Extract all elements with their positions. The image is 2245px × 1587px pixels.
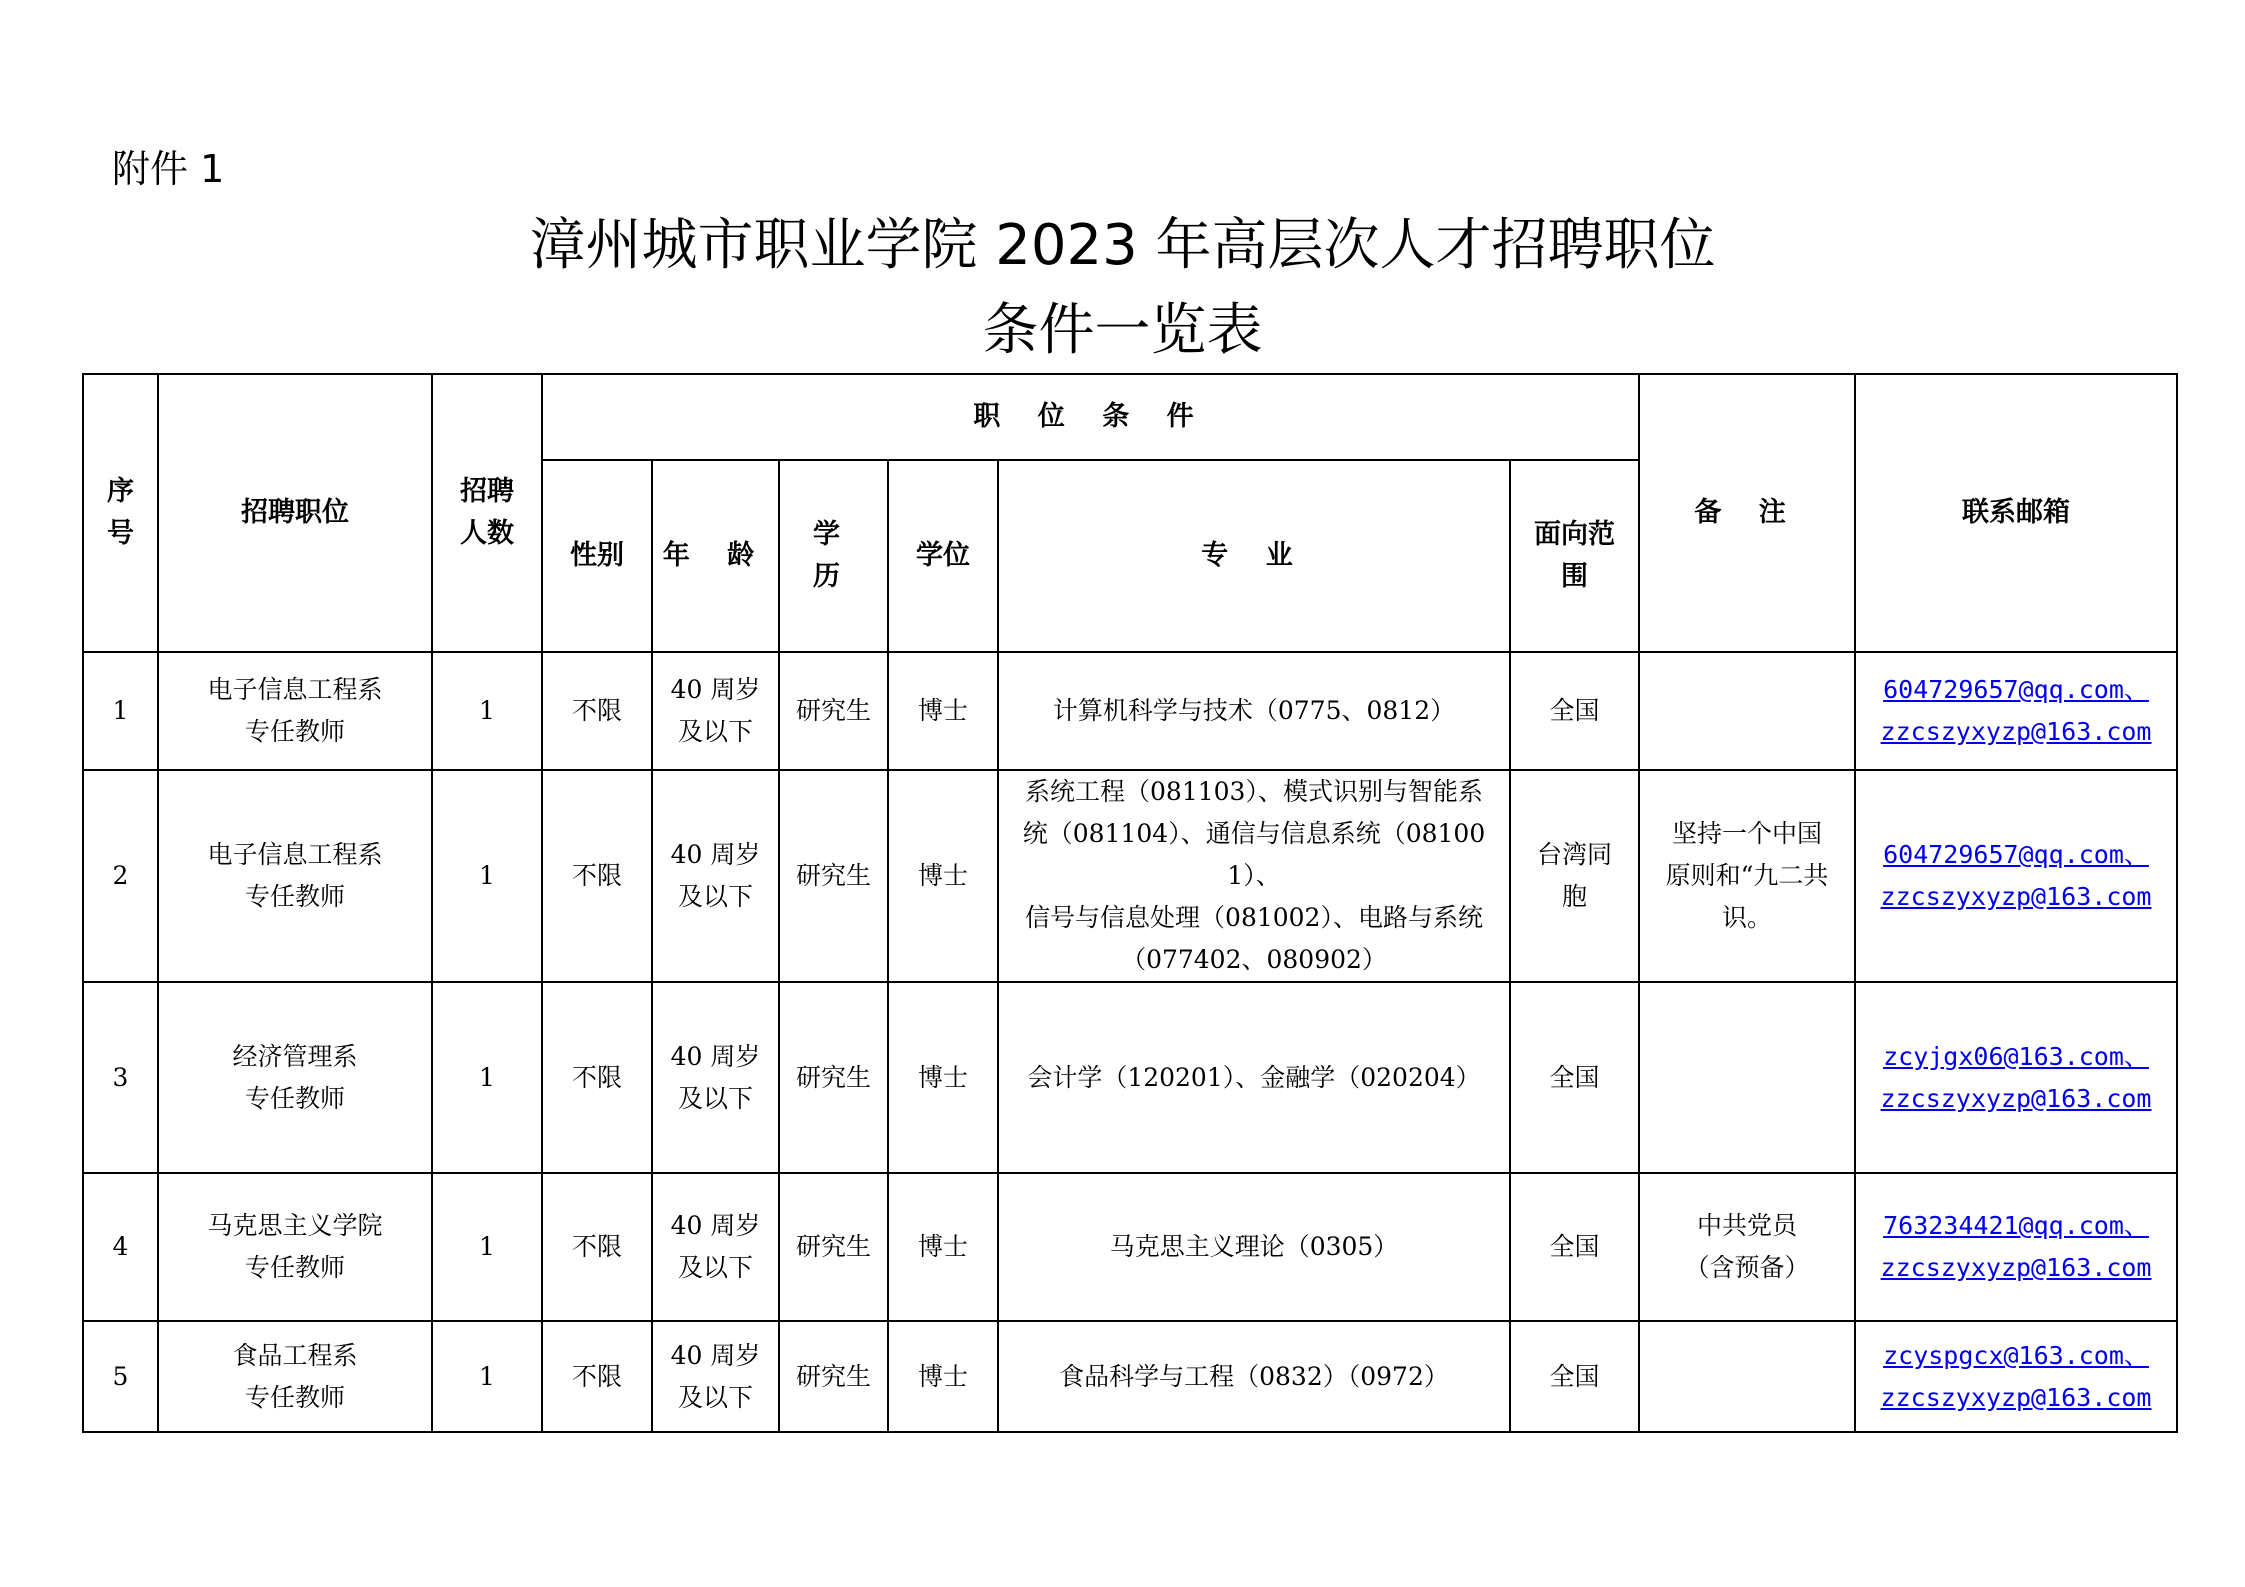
row-education: 研究生 — [779, 652, 888, 770]
row-position: 经济管理系 专任教师 — [158, 982, 432, 1173]
email-link[interactable]: zzcszyxyzp@163.com — [1880, 1382, 2152, 1412]
row-position: 马克思主义学院 专任教师 — [158, 1173, 432, 1321]
email-link[interactable]: zzcszyxyzp@163.com — [1880, 1083, 2152, 1113]
row-degree: 博士 — [888, 1173, 998, 1321]
row-degree: 博士 — [888, 1321, 998, 1432]
header-gender: 性别 — [542, 460, 652, 652]
header-seq: 序 号 — [83, 374, 158, 652]
row-gender: 不限 — [542, 1173, 652, 1321]
row-email — [1855, 770, 2177, 982]
row-email — [1855, 982, 2177, 1173]
row-remarks — [1639, 1321, 1855, 1432]
row-scope: 全国 — [1510, 1173, 1639, 1321]
row-scope: 台湾同 胞 — [1510, 770, 1639, 982]
row-email — [1855, 1321, 2177, 1432]
email-link[interactable]: zzcszyxyzp@163.com — [1880, 1253, 2152, 1282]
positions-table — [82, 373, 2178, 1433]
header-major: 专 业 — [998, 460, 1510, 652]
email-link[interactable]: zcyjgx06@163.com、 — [1883, 1041, 2149, 1071]
email-link[interactable]: 763234421@qq.com、 — [1883, 1211, 2149, 1240]
row-gender: 不限 — [542, 1321, 652, 1432]
row-seq: 3 — [83, 982, 158, 1173]
row-education: 研究生 — [779, 982, 888, 1173]
email-link[interactable]: zzcszyxyzp@163.com — [1880, 717, 2152, 746]
row-remarks: 中共党员 （含预备） — [1639, 1173, 1855, 1321]
row-age: 40 周岁 及以下 — [652, 1321, 779, 1432]
header-education: 学 历 — [779, 460, 888, 652]
row-major: 食品科学与工程（0832）（0972） — [998, 1321, 1510, 1432]
row-remarks — [1639, 652, 1855, 770]
row-scope: 全国 — [1510, 652, 1639, 770]
row-gender: 不限 — [542, 652, 652, 770]
row-scope: 全国 — [1510, 982, 1639, 1173]
row-gender: 不限 — [542, 982, 652, 1173]
row-remarks — [1639, 982, 1855, 1173]
header-conditions: 职 位 条 件 — [542, 374, 1639, 460]
row-degree: 博士 — [888, 770, 998, 982]
row-degree: 博士 — [888, 982, 998, 1173]
row-email — [1855, 652, 2177, 770]
row-education: 研究生 — [779, 1321, 888, 1432]
row-seq: 2 — [83, 770, 158, 982]
row-major: 马克思主义理论（0305） — [998, 1173, 1510, 1321]
row-position: 电子信息工程系 专任教师 — [158, 652, 432, 770]
header-degree: 学位 — [888, 460, 998, 652]
row-seq: 4 — [83, 1173, 158, 1321]
email-link[interactable]: zcyspgcx@163.com、 — [1883, 1340, 2149, 1370]
header-scope: 面向范 围 — [1510, 460, 1639, 652]
attachment-label: 附件 1 — [112, 147, 225, 191]
row-count: 1 — [432, 652, 542, 770]
row-education: 研究生 — [779, 770, 888, 982]
table-row — [83, 770, 2177, 982]
row-position: 电子信息工程系 专任教师 — [158, 770, 432, 982]
table-row — [83, 1173, 2177, 1321]
row-email — [1855, 1173, 2177, 1321]
page-title: 漳州城市职业学院 2023 年高层次人才招聘职位 — [529, 213, 1716, 278]
row-count: 1 — [432, 982, 542, 1173]
row-major: 系统工程（081103）、模式识别与智能系 统（081104）、通信与信息系统（081001）、 信号与信息处理（081002）、电路与系统 （077402、080902） — [998, 770, 1510, 982]
row-count: 1 — [432, 1173, 542, 1321]
row-age: 40 周岁 及以下 — [652, 982, 779, 1173]
table-row — [83, 652, 2177, 770]
row-seq: 1 — [83, 652, 158, 770]
row-seq: 5 — [83, 1321, 158, 1432]
header-remarks: 备 注 — [1639, 374, 1855, 652]
email-link[interactable]: zzcszyxyzp@163.com — [1880, 882, 2152, 911]
row-count: 1 — [432, 1321, 542, 1432]
table-row — [83, 1321, 2177, 1432]
email-link[interactable]: 604729657@qq.com、 — [1883, 675, 2149, 704]
row-age: 40 周岁 及以下 — [652, 1173, 779, 1321]
row-scope: 全国 — [1510, 1321, 1639, 1432]
row-major: 会计学（120201）、金融学（020204） — [998, 982, 1510, 1173]
row-degree: 博士 — [888, 652, 998, 770]
email-link[interactable]: 604729657@qq.com、 — [1883, 840, 2149, 869]
row-age: 40 周岁 及以下 — [652, 770, 779, 982]
header-age: 年 龄 — [652, 460, 779, 652]
row-count: 1 — [432, 770, 542, 982]
row-age: 40 周岁 及以下 — [652, 652, 779, 770]
row-position: 食品工程系 专任教师 — [158, 1321, 432, 1432]
row-gender: 不限 — [542, 770, 652, 982]
row-education: 研究生 — [779, 1173, 888, 1321]
header-email: 联系邮箱 — [1855, 374, 2177, 652]
table-row — [83, 982, 2177, 1173]
row-remarks: 坚持一个中国 原则和“九二共 识。 — [1639, 770, 1855, 982]
row-major: 计算机科学与技术（0775、0812） — [998, 652, 1510, 770]
header-position: 招聘职位 — [158, 374, 432, 652]
page-subtitle: 条件一览表 — [982, 298, 1263, 363]
header-count: 招聘 人数 — [432, 374, 542, 652]
